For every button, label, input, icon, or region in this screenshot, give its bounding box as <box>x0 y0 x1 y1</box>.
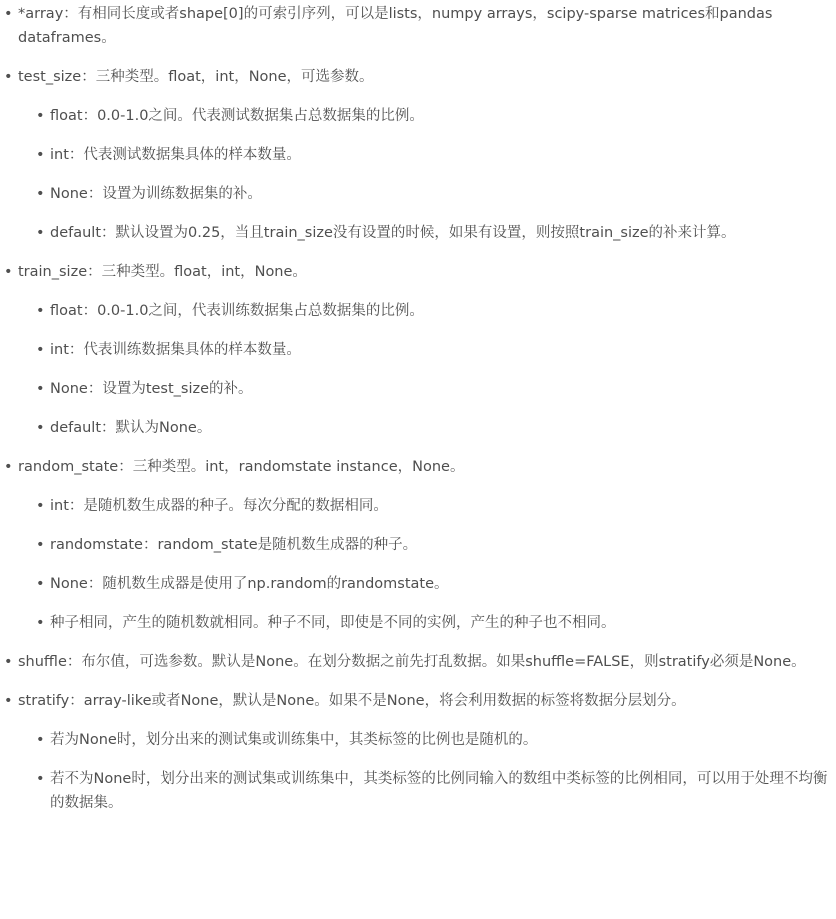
sub-item <box>32 221 832 245</box>
sub-item-text: int：代表训练数据集具体的样本数量。 <box>50 342 301 358</box>
sub-item-text: default：默认为None。 <box>50 420 212 436</box>
list-item-text: *array：有相同长度或者shape[0]的可索引序列，可以是lists，numpy arrays，scipy-sparse matrices和pandas dataframes。 <box>18 6 773 46</box>
sub-list <box>18 104 832 245</box>
sub-list <box>18 728 832 815</box>
sub-item-text: None：设置为test_size的补。 <box>50 381 253 397</box>
sub-item-text: None：设置为训练数据集的补。 <box>50 186 262 202</box>
sub-item-text: int：代表测试数据集具体的样本数量。 <box>50 147 301 163</box>
sub-item-text: randomstate：random_state是随机数生成器的种子。 <box>50 537 418 553</box>
sub-item <box>32 299 832 323</box>
sub-item <box>32 611 832 635</box>
sub-item <box>32 104 832 128</box>
list-item-shuffle <box>0 650 836 674</box>
sub-item-text: float：0.0-1.0之间，代表训练数据集占总数据集的比例。 <box>50 303 424 319</box>
param-list <box>0 2 836 815</box>
sub-item-text: 若为None时，划分出来的测试集或训练集中，其类标签的比例也是随机的。 <box>50 732 538 748</box>
sub-item-text: 若不为None时，划分出来的测试集或训练集中，其类标签的比例同输入的数组中类标签的比例相同，可以用于处理不均衡的数据集。 <box>50 771 828 811</box>
sub-item <box>32 377 832 401</box>
document <box>0 2 836 919</box>
list-item-text: train_size：三种类型。float，int，None。 <box>18 264 307 280</box>
sub-item <box>32 572 832 596</box>
sub-item-text: 种子相同，产生的随机数就相同。种子不同，即使是不同的实例，产生的种子也不相同。 <box>50 615 616 631</box>
sub-item-text: default：默认设置为0.25，当且train_size没有设置的时候，如果有设置，则按照train_size的补来计算。 <box>50 225 736 241</box>
list-item-array <box>0 2 836 50</box>
list-item-test-size <box>0 65 836 245</box>
list-item-text: shuffle：布尔值，可选参数。默认是None。在划分数据之前先打乱数据。如果shuffle=FALSE，则stratify必须是None。 <box>18 654 806 670</box>
sub-item-text: int：是随机数生成器的种子。每次分配的数据相同。 <box>50 498 388 514</box>
sub-item-text: float：0.0-1.0之间。代表测试数据集占总数据集的比例。 <box>50 108 424 124</box>
sub-item <box>32 338 832 362</box>
sub-item <box>32 767 832 815</box>
list-item-random-state <box>0 455 836 635</box>
list-item-train-size <box>0 260 836 440</box>
sub-item <box>32 728 832 752</box>
sub-list <box>18 494 832 635</box>
sub-item <box>32 533 832 557</box>
sub-item <box>32 182 832 206</box>
list-item-text: test_size：三种类型。float，int，None，可选参数。 <box>18 69 374 85</box>
sub-list <box>18 299 832 440</box>
list-item-text: random_state：三种类型。int，randomstate instance，None。 <box>18 459 465 475</box>
sub-item-text: None：随机数生成器是使用了np.random的randomstate。 <box>50 576 449 592</box>
list-item-text: stratify：array-like或者None，默认是None。如果不是None，将会利用数据的标签将数据分层划分。 <box>18 693 686 709</box>
sub-item <box>32 494 832 518</box>
sub-item <box>32 143 832 167</box>
sub-item <box>32 416 832 440</box>
list-item-stratify <box>0 689 836 815</box>
